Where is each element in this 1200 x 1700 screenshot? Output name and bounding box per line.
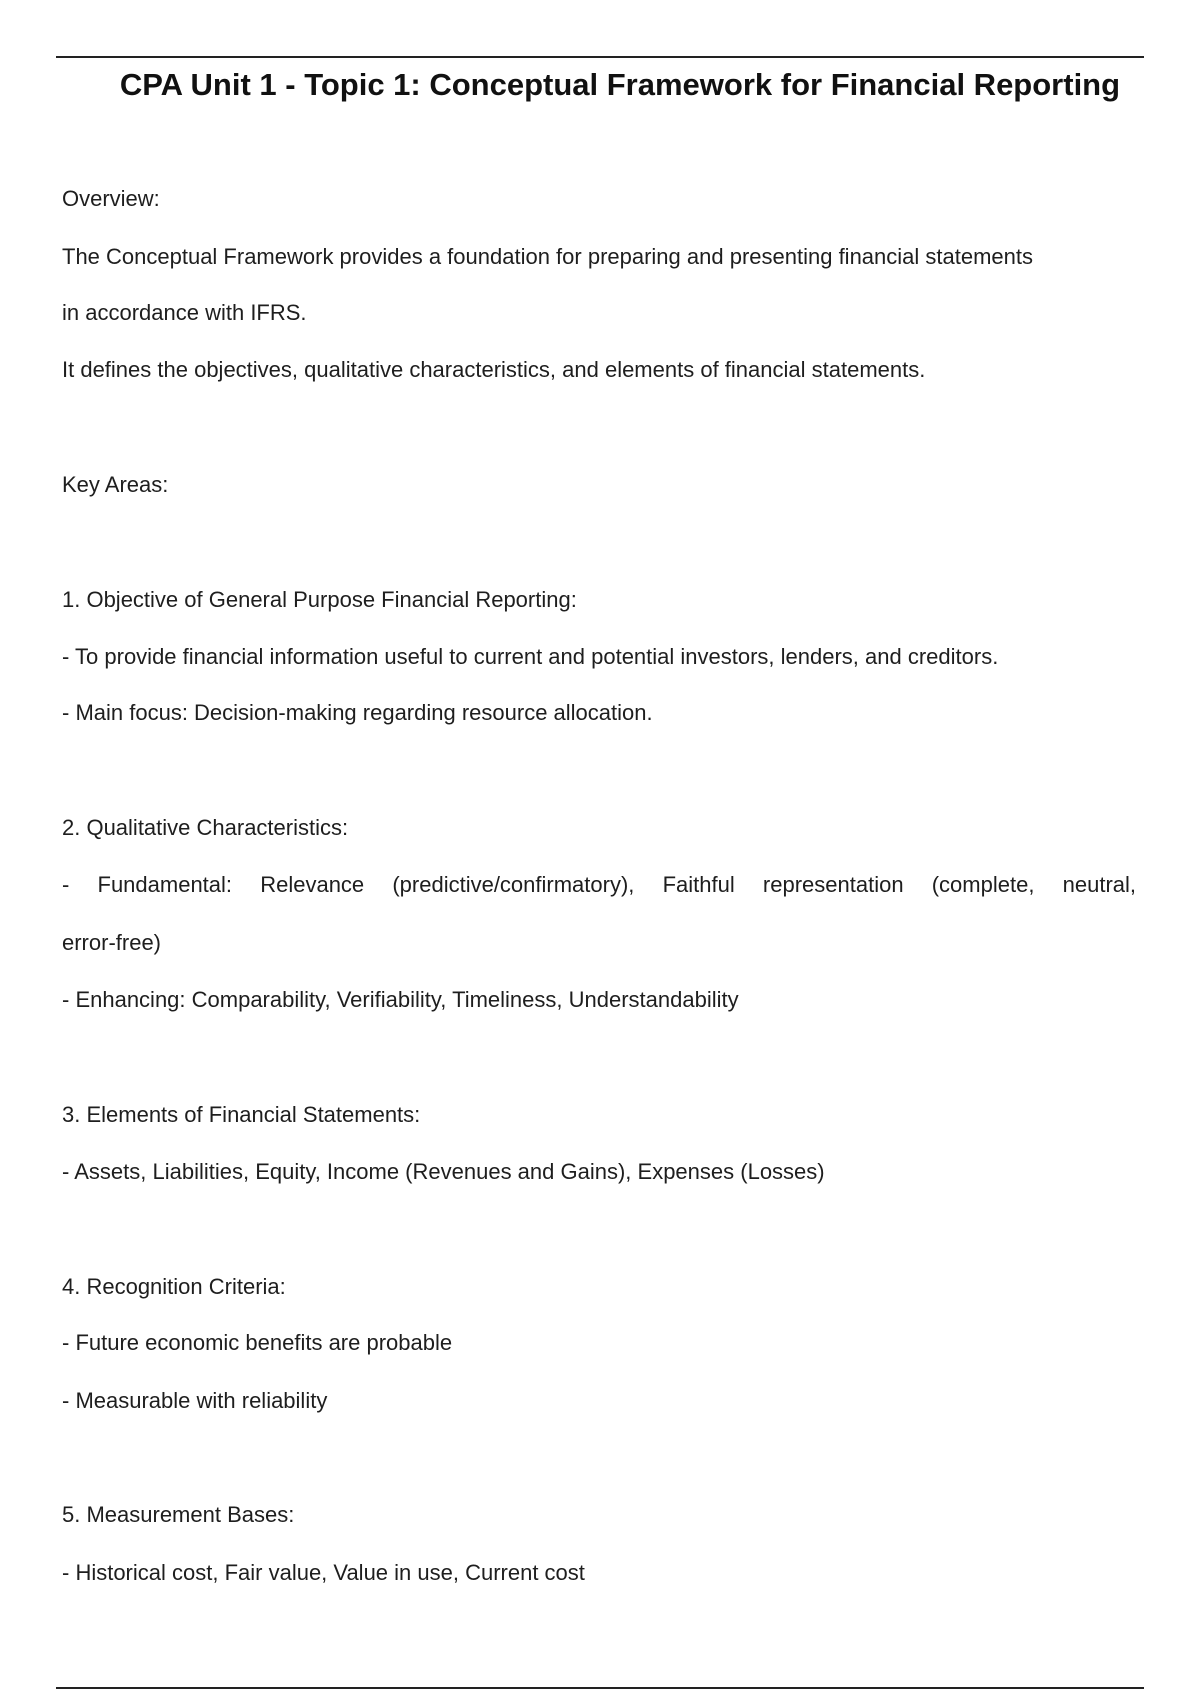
overview-line-3: It defines the objectives, qualitative characteristics, and elements of financial statements. <box>62 357 926 382</box>
section-2-line-1: - Fundamental: Relevance (predictive/confirmatory), Faithful representation (complete, neutral, <box>62 872 1136 897</box>
bottom-rule <box>56 1687 1144 1689</box>
section-1-heading: 1. Objective of General Purpose Financial Reporting: <box>62 587 577 612</box>
section-4-line-2: - Measurable with reliability <box>62 1388 328 1413</box>
key-areas-heading: Key Areas: <box>62 472 169 497</box>
section-3-line-1: - Assets, Liabilities, Equity, Income (Revenues and Gains), Expenses (Losses) <box>62 1159 825 1184</box>
top-rule <box>56 56 1144 58</box>
section-2-heading: 2. Qualitative Characteristics: <box>62 815 349 840</box>
overview-line-2: in accordance with IFRS. <box>62 300 307 325</box>
section-4-heading: 4. Recognition Criteria: <box>62 1274 286 1299</box>
section-1-line-2: - Main focus: Decision-making regarding resource allocation. <box>62 700 653 725</box>
section-5-line-1: - Historical cost, Fair value, Value in use, Current cost <box>62 1560 585 1585</box>
page-title: CPA Unit 1 - Topic 1: Conceptual Framework for Financial Reporting <box>119 67 1121 102</box>
overview-heading: Overview: <box>62 186 160 211</box>
section-4-line-1: - Future economic benefits are probable <box>62 1330 453 1355</box>
section-2-line-2: error-free) <box>62 930 162 955</box>
section-5-heading: 5. Measurement Bases: <box>62 1502 295 1527</box>
section-2-line-3: - Enhancing: Comparability, Verifiability, Timeliness, Understandability <box>62 987 739 1012</box>
section-3-heading: 3. Elements of Financial Statements: <box>62 1102 421 1127</box>
section-1-line-1: - To provide financial information useful to current and potential investors, lenders, and creditors. <box>62 644 999 669</box>
overview-line-1: The Conceptual Framework provides a foundation for preparing and presenting financial statements <box>62 244 1033 269</box>
